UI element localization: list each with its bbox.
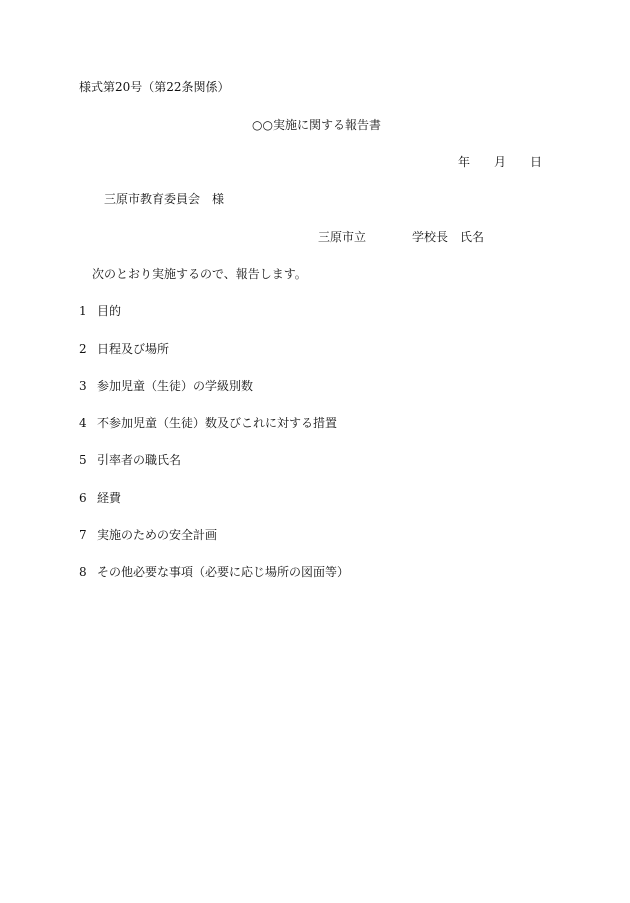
item-8-number: 8 (79, 565, 87, 579)
item-2-number: 2 (79, 342, 87, 356)
item-1-number: 1 (79, 304, 87, 318)
item-1-label: 目的 (97, 304, 122, 318)
item-2-label: 日程及び場所 (97, 342, 170, 356)
item-7-label: 実施のための安全計画 (97, 528, 218, 542)
addressee: 三原市教育委員会 様 (104, 192, 225, 206)
item-7-number: 7 (79, 528, 87, 542)
item-8-label: その他必要な事項（必要に応じ場所の図面等） (97, 565, 350, 579)
item-3-label: 参加児童（生徒）の学級別数 (97, 379, 254, 393)
item-3-number: 3 (79, 379, 87, 393)
item-5-number: 5 (79, 453, 87, 467)
intro-sentence: 次のとおり実施するので、報告します。 (92, 267, 307, 281)
date-month-label: 月 (494, 155, 507, 169)
document-title: ○○実施に関する報告書 (252, 118, 381, 132)
form-number: 様式第20号（第22条関係） (79, 80, 230, 94)
sender-principal-name: 学校長 氏名 (412, 230, 485, 244)
item-4-number: 4 (79, 416, 87, 430)
item-6-label: 経費 (97, 491, 122, 505)
item-4-label: 不参加児童（生徒）数及びこれに対する措置 (97, 416, 338, 430)
date-day-label: 日 (530, 155, 543, 169)
item-6-number: 6 (79, 491, 87, 505)
item-5-label: 引率者の職氏名 (97, 453, 182, 467)
date-year-label: 年 (458, 155, 471, 169)
sender-school: 三原市立 (318, 230, 367, 244)
